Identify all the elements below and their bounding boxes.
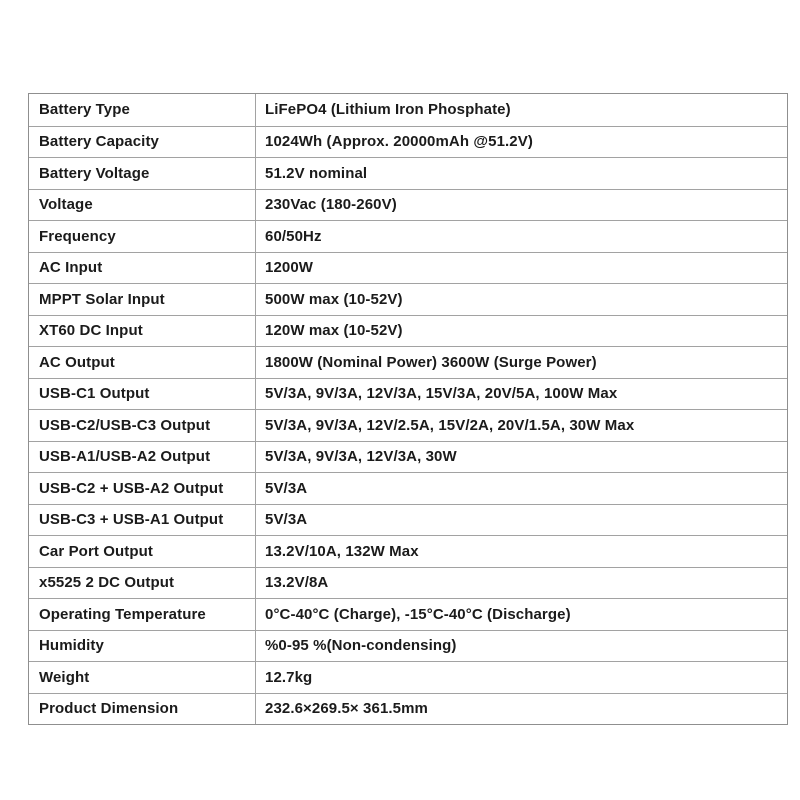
table-row	[29, 189, 787, 221]
spec-value: 5V/3A, 9V/3A, 12V/3A, 15V/3A, 20V/5A, 100W Max	[265, 385, 618, 403]
spec-label: Car Port Output	[29, 536, 256, 567]
spec-value: 1024Wh (Approx. 20000mAh @51.2V)	[265, 133, 533, 151]
spec-label: USB-C3 + USB-A1 Output	[29, 505, 256, 536]
table-row	[29, 126, 787, 158]
spec-label: USB-C1 Output	[29, 379, 256, 410]
spec-value: 51.2V nominal	[265, 164, 368, 182]
table-row	[29, 378, 787, 410]
table-row	[29, 346, 787, 378]
table-row	[29, 598, 787, 630]
spec-value: 120W max (10-52V)	[265, 322, 403, 340]
spec-label: USB-C2/USB-C3 Output	[29, 410, 256, 441]
spec-value: 1200W	[265, 259, 314, 277]
spec-label: MPPT Solar Input	[29, 284, 256, 315]
spec-value: 230Vac (180-260V)	[265, 196, 397, 214]
spec-label: Battery Voltage	[29, 158, 256, 189]
table-row	[29, 567, 787, 599]
spec-label: x5525 2 DC Output	[29, 568, 256, 599]
spec-value: 232.6×269.5× 361.5mm	[265, 700, 428, 718]
table-row	[29, 630, 787, 662]
spec-label: Product Dimension	[29, 694, 256, 725]
spec-label: AC Output	[29, 347, 256, 378]
spec-label: Frequency	[29, 221, 256, 252]
spec-label: Operating Temperature	[29, 599, 256, 630]
table-row	[29, 315, 787, 347]
table-row	[29, 409, 787, 441]
spec-value: 1800W (Nominal Power) 3600W (Surge Power)	[265, 353, 597, 371]
table-row	[29, 504, 787, 536]
spec-value: 0°C-40°C (Charge), -15°C-40°C (Discharge)	[265, 605, 571, 623]
table-row	[29, 693, 787, 725]
spec-value: 5V/3A, 9V/3A, 12V/3A, 30W	[265, 448, 457, 466]
spec-label: Battery Type	[29, 94, 256, 126]
table-row	[29, 157, 787, 189]
table-row	[29, 94, 787, 126]
spec-value: 60/50Hz	[265, 227, 322, 245]
spec-label: AC Input	[29, 253, 256, 284]
table-row	[29, 283, 787, 315]
spec-label: Weight	[29, 662, 256, 693]
spec-label: USB-C2 + USB-A2 Output	[29, 473, 256, 504]
spec-label: Humidity	[29, 631, 256, 662]
spec-label: Battery Capacity	[29, 127, 256, 158]
table-row	[29, 220, 787, 252]
product-spec-table	[28, 93, 788, 725]
spec-label: USB-A1/USB-A2 Output	[29, 442, 256, 473]
spec-value: 12.7kg	[265, 668, 313, 686]
table-row	[29, 661, 787, 693]
spec-value: LiFePO4 (Lithium Iron Phosphate)	[265, 101, 511, 119]
table-row	[29, 441, 787, 473]
spec-value: 5V/3A	[265, 479, 308, 497]
spec-value: 5V/3A, 9V/3A, 12V/2.5A, 15V/2A, 20V/1.5A, 30W Max	[265, 416, 635, 434]
spec-value: 13.2V/8A	[265, 574, 329, 592]
table-row	[29, 535, 787, 567]
spec-label: Voltage	[29, 190, 256, 221]
spec-value: 500W max (10-52V)	[265, 290, 403, 308]
spec-value: 5V/3A	[265, 511, 308, 529]
spec-value: 13.2V/10A, 132W Max	[265, 542, 419, 560]
table-row	[29, 472, 787, 504]
spec-label: XT60 DC Input	[29, 316, 256, 347]
table-row	[29, 252, 787, 284]
spec-value: %0-95 %(Non-condensing)	[265, 637, 457, 655]
